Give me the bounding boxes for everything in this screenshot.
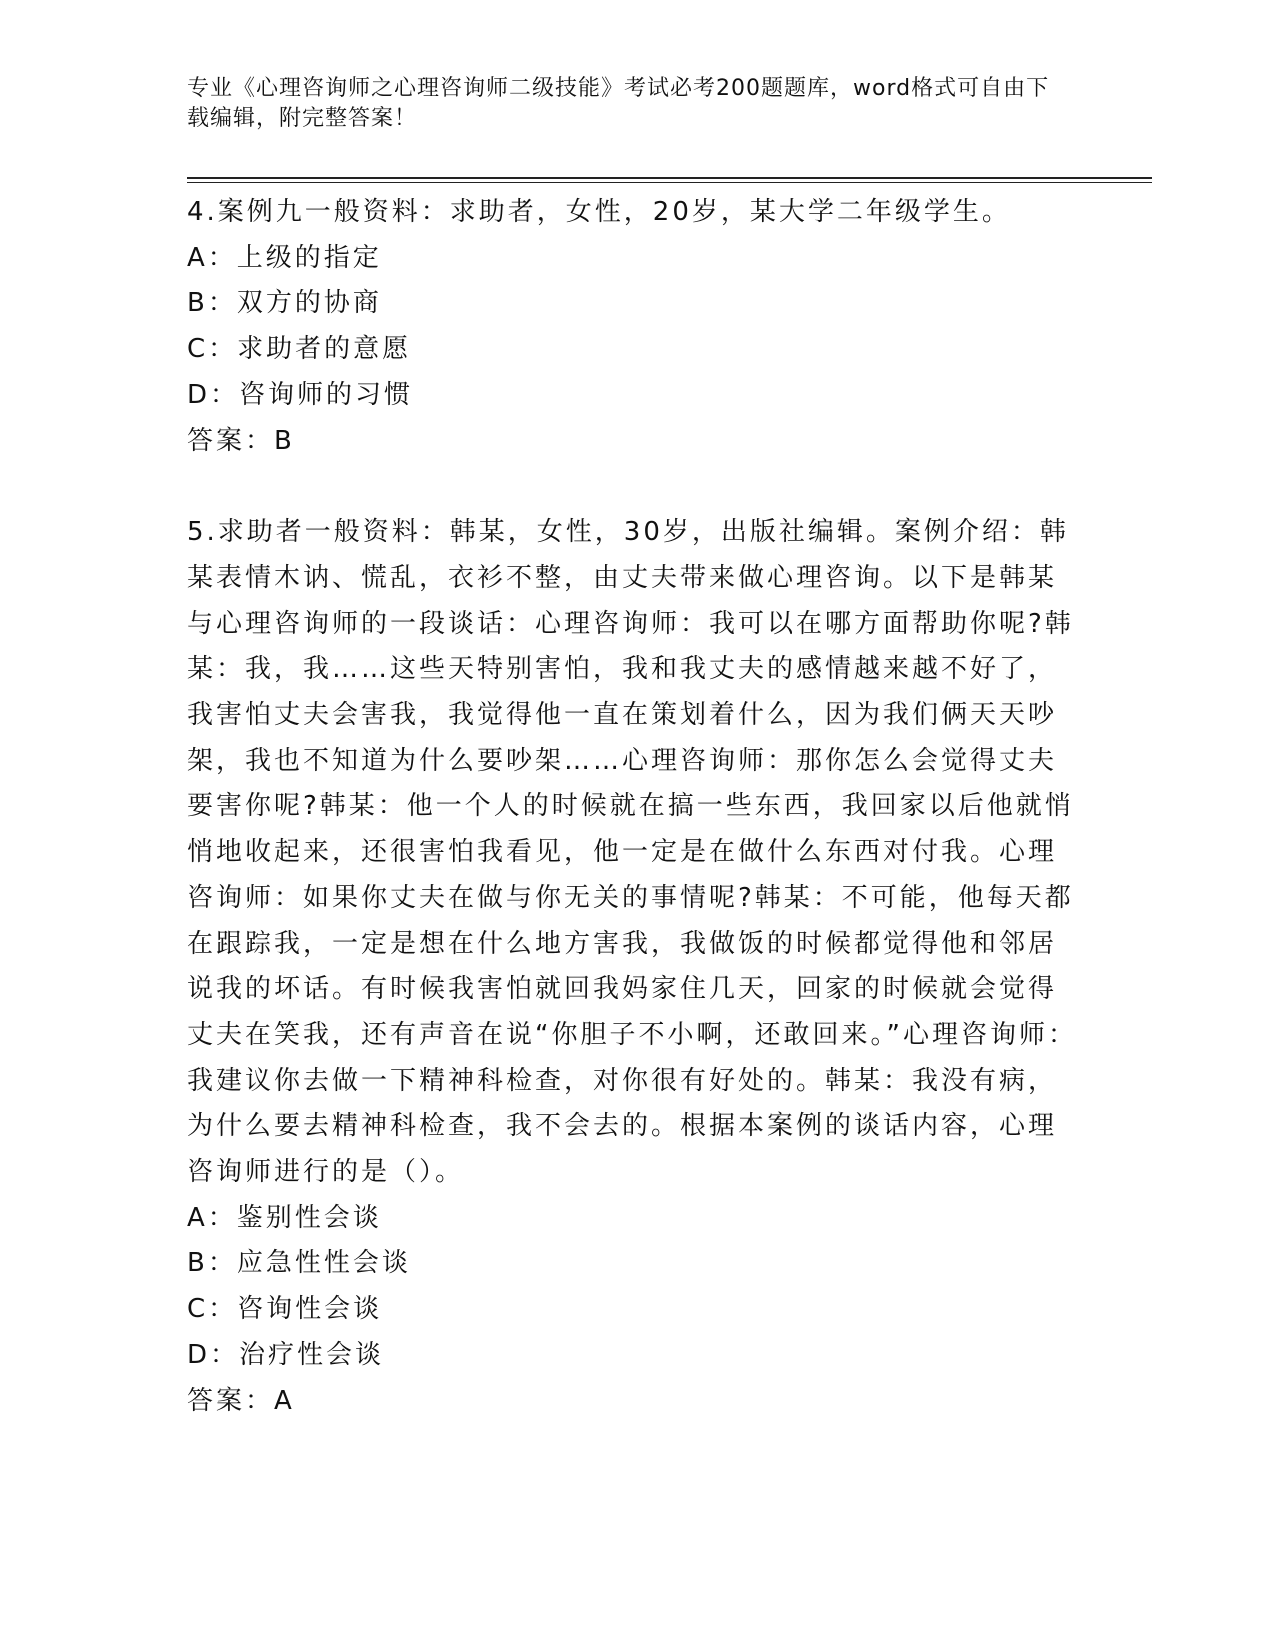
question-5 — [187, 510, 1077, 1424]
option-b: B：应急性性会谈 — [187, 1248, 411, 1279]
header-divider-thin — [187, 182, 1152, 183]
option-a: A：上级的指定 — [187, 242, 382, 273]
option-d: D：咨询师的习惯 — [187, 379, 414, 410]
question-stem: 4.案例九一般资料：求助者，女性，20岁，某大学二年级学生。 — [187, 197, 1011, 227]
option-c: C：咨询性会谈 — [187, 1294, 383, 1325]
question-4 — [187, 190, 1077, 464]
question-stem: 5.求助者一般资料：韩某，女性，30岁，出版社编辑。案例介绍：韩某表情木讷、慌乱，衣衫不整，由丈夫带来做心理咨询。以下是韩某与心理咨询师的一段谈话：心理咨询师：我可以在哪方面帮助你呢?韩某：我，我……这些天特别害怕，我和我丈夫的感情越来越不好了，我害怕丈夫会害我，我觉得他一直在策划着什么，因为我们俩天天吵架，我也不知道为什么要吵架……心理咨询师：那你怎么会觉得丈夫要害你呢?韩某：他一个人的时候就在搞一些东西，我回家以后他就悄悄地收起来，还很害怕我看见，他一定是在做什么东西对付我。心理咨询师：如果你丈夫在做与你无关的事情呢?韩某：不可能，他每天都在跟踪我，一定是想在什么地方害我，我做饭的时候都觉得他和邻居说我的坏话。有时候我害怕就回我妈家住几天，回家的时候就会觉得丈夫在笑我，还有声音在说“你胆子不小啊，还敢回来。”心理咨询师：我建议你去做一下精神科检查，对你很有好处的。韩某：我没有病，为什么要去精神科检查，我不会去的。根据本案例的谈话内容，心理咨询师进行的是（）。 — [187, 517, 1077, 1188]
option-a: A：鉴别性会谈 — [187, 1202, 382, 1233]
option-c: C：求助者的意愿 — [187, 334, 412, 365]
answer: 答案：B — [187, 425, 295, 456]
question-spacer — [187, 464, 1077, 510]
header-divider — [187, 177, 1152, 179]
document-header: 专业《心理咨询师之心理咨询师二级技能》考试必考200题题库，word格式可自由下载编辑，附完整答案！ — [187, 76, 1050, 131]
answer: 答案：A — [187, 1385, 295, 1416]
option-b: B：双方的协商 — [187, 288, 382, 319]
option-d: D：治疗性会谈 — [187, 1339, 385, 1370]
question-list — [187, 190, 1077, 1424]
